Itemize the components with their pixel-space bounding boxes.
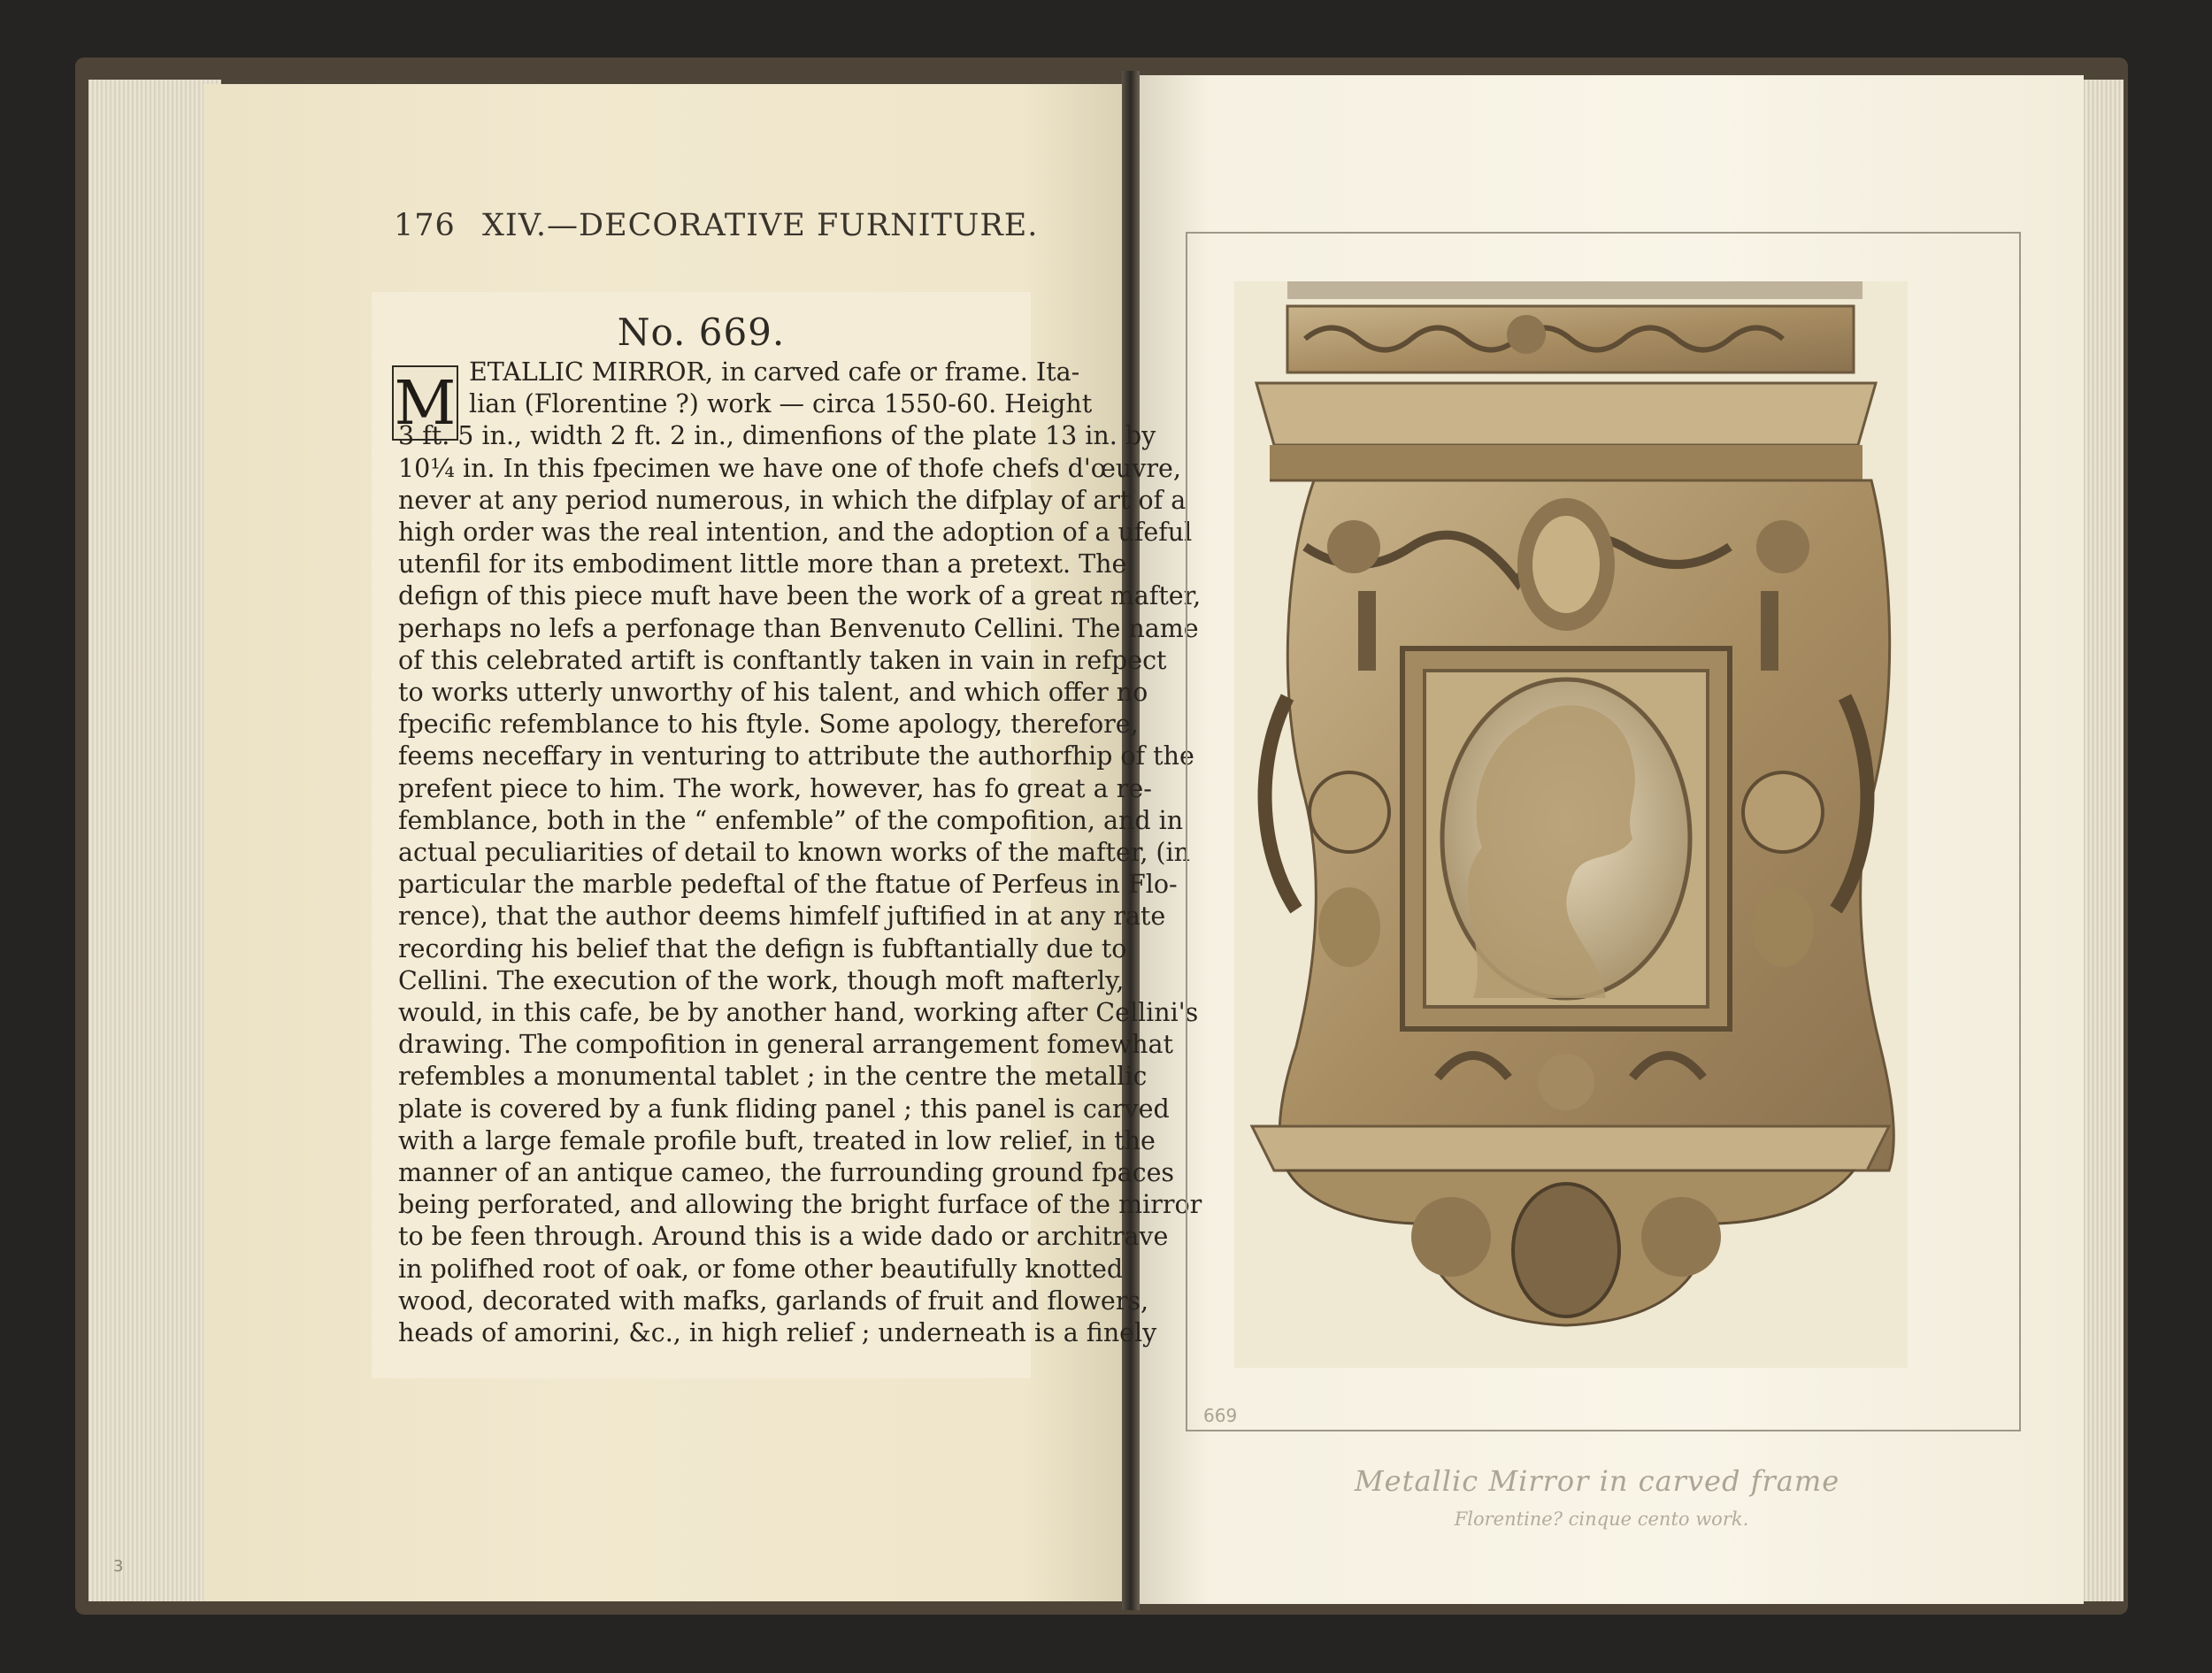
running-header [394,208,1039,252]
text-line: lian (Florentine ?) work — circa 1550-60. Height [469,389,1093,419]
text-line: ETALLIC MIRROR, in carved cafe or frame. Ita- [469,357,1080,387]
text-line: wood, decorated with mafks, garlands of fruit and flowers, [398,1285,1149,1316]
plate-caption-title: Metallic Mirror in carved frame [1354,1464,1840,1498]
text-line: feems neceffary in venturing to attribute the authorfhip of the [398,741,1194,771]
left-page-edges [88,80,221,1601]
text-line: high order was the real intention, and the adoption of a ufeful [398,518,1193,547]
text-line: particular the marble pedeftal of the ftatue of Perfeus in Flo- [398,870,1178,900]
text-line: to be feen through. Around this is a wide dado or architrave [398,1222,1169,1252]
text-line: femblance, both in the “ enfemble” of the compofition, and in [398,805,1184,835]
text-line: being perforated, and allowing the bright furface of the mirror [398,1190,1202,1220]
mirror-photograph [1234,281,1908,1368]
text-line: rence), that the author deems himfelf juftified in at any rate [398,902,1166,932]
text-line: to works utterly unworthy of his talent, and which offer no [398,678,1148,707]
text-line: drawing. The compofition in general arrangement fomewhat [398,1030,1173,1060]
text-line: of this celebrated artift is conftantly taken in vain in refpect [398,645,1167,675]
text-line: would, in this cafe, be by another hand, working after Cellini's [398,998,1199,1027]
text-line: 3 ft. 5 in., width 2 ft. 2 in., dimenfions of the plate 13 in. by [398,421,1156,451]
text-line: 10¼ in. In this fpecimen we have one of thofe chefs d'œuvre, [398,453,1181,483]
text-line: recording his belief that the defign is fubftantially due to [398,933,1127,963]
text-line: defign of this piece muft have been the work of a great mafter, [398,581,1202,611]
text-slip [372,292,1202,1378]
text-line: perhaps no lefs a perfonage than Benvenuto Cellini. The name [398,613,1199,643]
text-line: plate is covered by a funk fliding panel ; this panel is carved [398,1094,1170,1124]
plate-caption-subtitle: Florentine? cinque cento work. [1454,1508,1749,1530]
ornamental-drop-cap: M [392,365,458,441]
text-line: prefent piece to him. The work, however, has fo great a re- [398,773,1152,803]
text-line: actual peculiarities of detail to known works of the mafter, (in [398,838,1191,867]
text-line: fpecific refemblance to his ftyle. Some apology, therefore, [398,710,1139,740]
plate-number: 669 [1203,1405,1238,1426]
text-line: in polifhed root of oak, or fome other beautifully knotted [398,1254,1124,1284]
entry-number: No. 669. [617,311,786,354]
text-line: refembles a monumental tablet ; in the centre the metallic [398,1062,1148,1092]
text-line: utenfil for its embodiment little more than a pretext. The [398,549,1127,579]
text-line: with a large female profile buft, treated in low relief, in the [398,1125,1156,1155]
text-line: never at any period numerous, in which the difplay of art of a [398,485,1187,515]
pencil-mark: 3 [113,1557,124,1576]
text-line: manner of an antique cameo, the furrounding ground fpaces [398,1158,1175,1187]
text-line: heads of amorini, &c., in high relief ; underneath is a finely [398,1318,1157,1347]
text-line: Cellini. The execution of the work, though moft mafterly, [398,965,1125,995]
chapter-title: XIV.—DECORATIVE FURNITURE. [482,208,1039,243]
page-number: 176 [394,208,456,243]
carved-mirror-illustration [1234,281,1908,1368]
